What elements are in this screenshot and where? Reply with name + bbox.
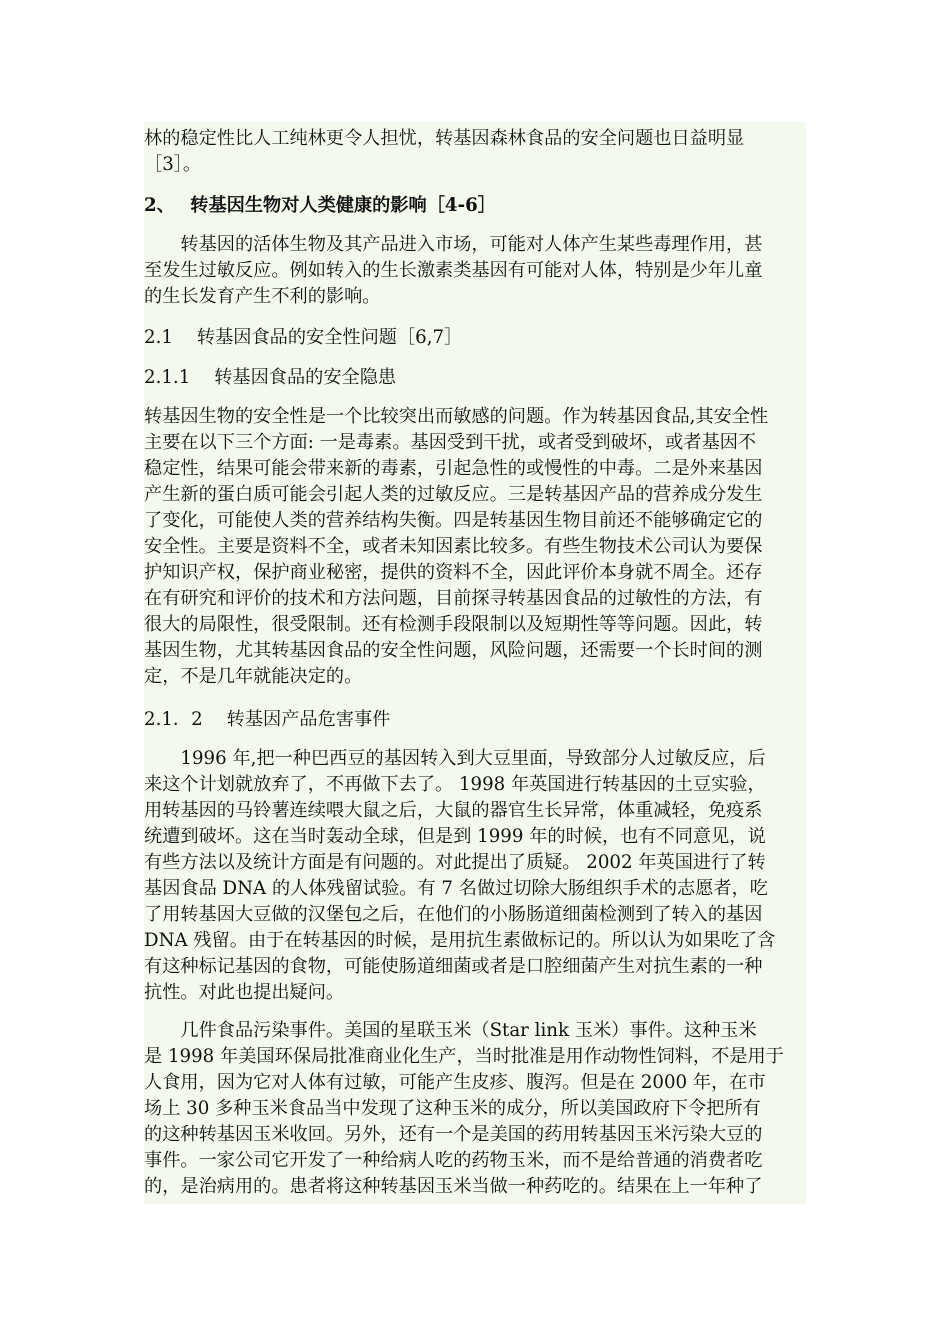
text-line: 了用转基因大豆做的汉堡包之后，在他们的小肠肠道细菌检测到了转入的基因 — [144, 904, 763, 925]
text-line: 有这种标记基因的食物，可能使肠道细菌或者是口腔细菌产生对抗生素的一种 — [144, 956, 763, 977]
text-line: 转基因生物的安全性是一个比较突出而敏感的问题。作为转基因食品,其安全性 — [144, 406, 769, 427]
text-line: 的这种转基因玉米收回。另外，还有一个是美国的药用转基因玉米污染大豆的 — [144, 1124, 763, 1145]
text-line: 产生新的蛋白质可能会引起人类的过敏反应。三是转基因产品的营养成分发生 — [144, 484, 763, 505]
text-line: 场上 30 多种玉米食品当中发现了这种玉米的成分，所以美国政府下令把所有 — [144, 1098, 761, 1119]
text-line: 至发生过敏反应。例如转入的生长激素类基因有可能对人体，特别是少年儿童 — [144, 260, 763, 281]
text-line: 来这个计划就放弃了，不再做下去了。 1998 年英国进行转基因的土豆实验， — [144, 774, 766, 795]
text-line: 有些方法以及统计方面是有问题的。对此提出了质疑。 2002 年英国进行了转 — [144, 852, 766, 873]
text-line: 是 1998 年美国环保局批准商业化生产，当时批准是用作动物性饲料，不是用于 — [144, 1046, 784, 1067]
text-line: 安全性。主要是资料不全，或者未知因素比较多。有些生物技术公司认为要保 — [144, 536, 763, 557]
subsection-heading: 2.1 转基因食品的安全性问题［6,7］ — [144, 327, 463, 348]
text-line: 基因生物，尤其转基因食品的安全性问题，风险问题，还需要一个长时间的测 — [144, 640, 763, 661]
subsection-heading: 2.1．2 转基因产品危害事件 — [144, 709, 391, 730]
text-line: 人食用，因为它对人体有过敏，可能产生皮疹、腹泻。但是在 2000 年，在市 — [144, 1072, 766, 1093]
text-line: 几件食品污染事件。美国的星联玉米（Star link 玉米）事件。这种玉米 — [144, 1020, 757, 1041]
text-line: 抗性。对此也提出疑问。 — [144, 982, 345, 1003]
text-line: 事件。一家公司它开发了一种给病人吃的药物玉米，而不是给普通的消费者吃 — [144, 1150, 763, 1171]
text-line: 1996 年,把一种巴西豆的基因转入到大豆里面，导致部分人过敏反应，后 — [144, 748, 766, 769]
text-line: 基因食品 DNA 的人体残留试验。有 7 名做过切除大肠组织手术的志愿者，吃 — [144, 878, 768, 899]
text-line: 很大的局限性，很受限制。还有检测手段限制以及短期性等等问题。因此，转 — [144, 614, 763, 635]
text-line: 主要在以下三个方面: 一是毒素。基因受到干扰，或者受到破坏，或者基因不 — [144, 432, 757, 453]
section-heading: 2、 转基因生物对人类健康的影响［4-6］ — [144, 195, 496, 216]
text-line: 统遭到破坏。这在当时轰动全球，但是到 1999 年的时候，也有不同意见，说 — [144, 826, 766, 847]
text-line: DNA 残留。由于在转基因的时候，是用抗生素做标记的。所以认为如果吃了含 — [144, 930, 776, 951]
text-line: 转基因的活体生物及其产品进入市场，可能对人体产生某些毒理作用，甚 — [144, 234, 763, 255]
document-body — [144, 122, 806, 1204]
text-line: 稳定性，结果可能会带来新的毒素，引起急性的或慢性的中毒。二是外来基因 — [144, 458, 763, 479]
text-line: 的生长发育产生不利的影响。 — [144, 286, 381, 307]
text-line: 林的稳定性比人工纯林更令人担忧，转基因森林食品的安全问题也日益明显 — [144, 128, 745, 149]
text-line: ［3］。 — [144, 154, 202, 175]
text-line: 的，是治病用的。患者将这种转基因玉米当做一种药吃的。结果在上一年种了 — [144, 1176, 763, 1197]
subsection-heading: 2.1.1 转基因食品的安全隐患 — [144, 367, 397, 388]
text-line: 用转基因的马铃薯连续喂大鼠之后，大鼠的器官生长异常，体重减轻，免疫系 — [144, 800, 763, 821]
text-line: 在有研究和评价的技术和方法问题，目前探寻转基因食品的过敏性的方法，有 — [144, 588, 763, 609]
text-line: 护知识产权，保护商业秘密，提供的资料不全，因此评价本身就不周全。还存 — [144, 562, 763, 583]
text-line: 定，不是几年就能决定的。 — [144, 666, 363, 687]
text-line: 了变化，可能使人类的营养结构失衡。四是转基因生物目前还不能够确定它的 — [144, 510, 763, 531]
